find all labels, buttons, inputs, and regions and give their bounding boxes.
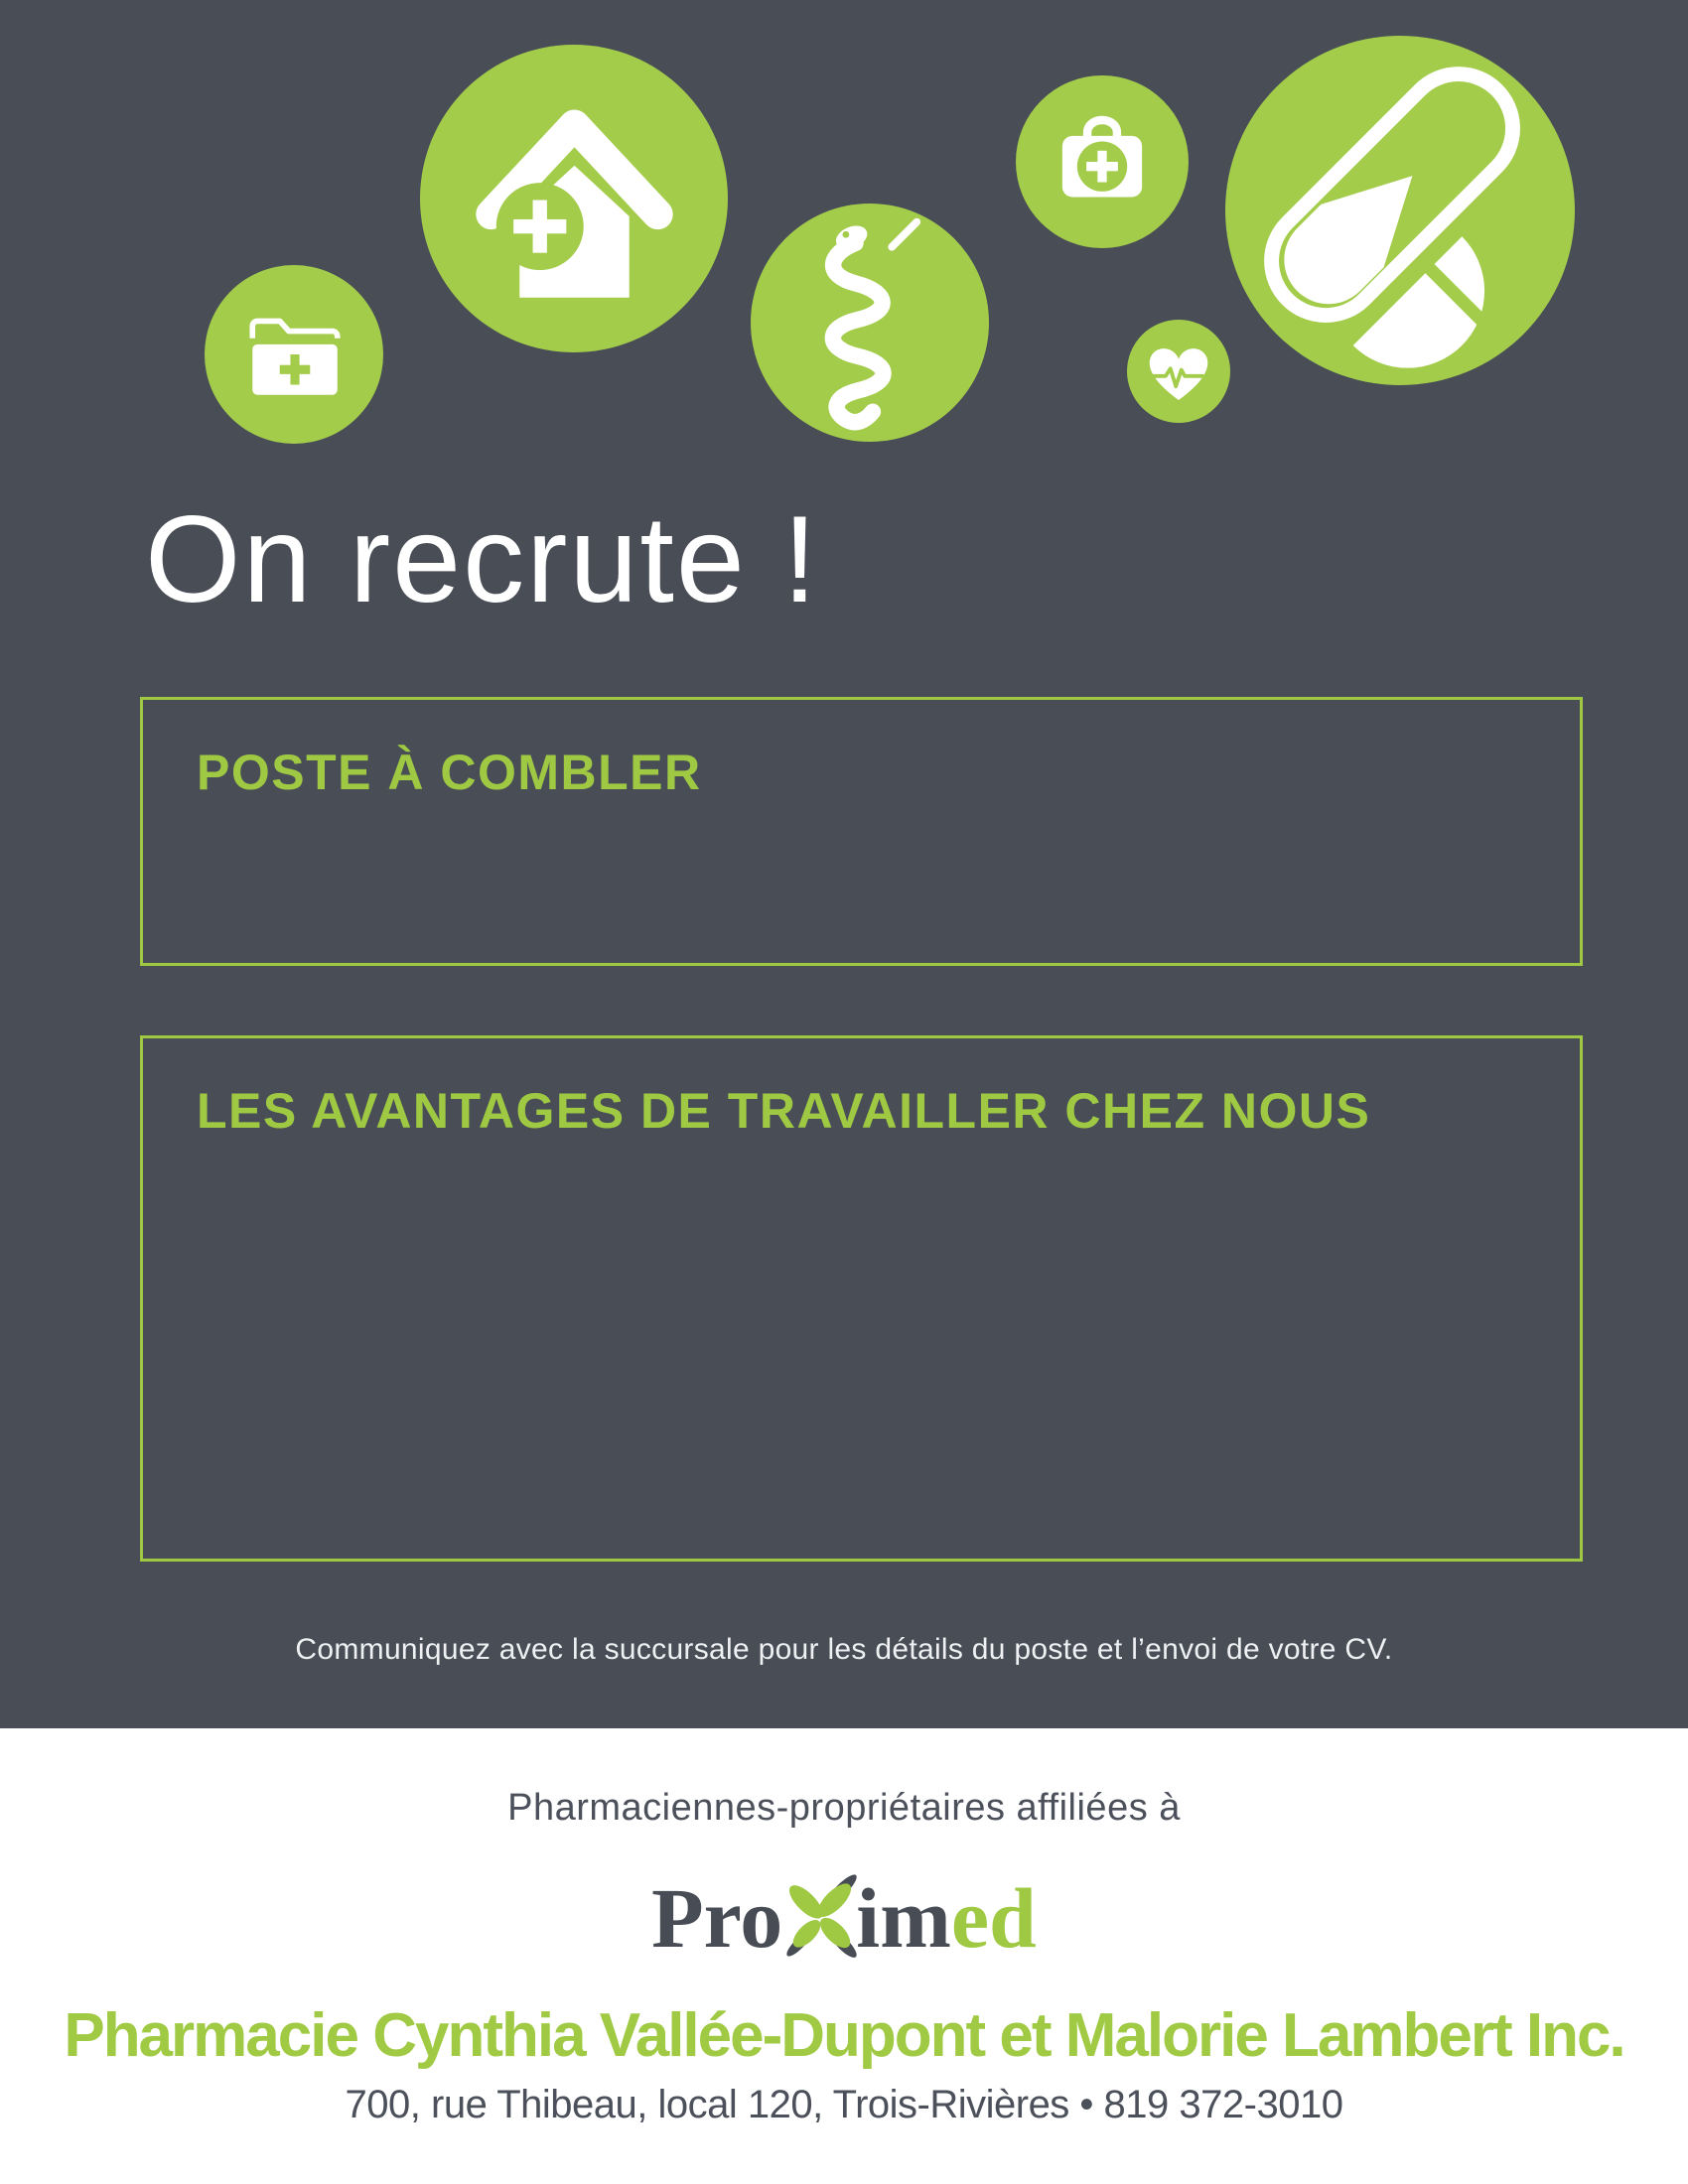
proximed-logo-pro: Pro: [651, 1870, 783, 1966]
affiliation-text: Pharmaciennes-propriétaires affiliées à: [507, 1787, 1181, 1829]
pill-capsule-glyph: [1224, 35, 1576, 386]
poste-a-combler-box: [140, 697, 1583, 966]
avantages-box: [140, 1035, 1583, 1562]
caduceus-icon: [751, 204, 989, 442]
footer-section: [0, 1728, 1688, 2184]
contact-note: Communiquez avec la succursale pour les détails du poste et l’envoi de votre CV.: [295, 1633, 1393, 1666]
pill-capsule-icon: [1224, 35, 1576, 386]
first-aid-kit-glyph: [1047, 110, 1158, 213]
caduceus-glyph: [806, 212, 933, 433]
proximed-logo-ed: ed: [950, 1870, 1037, 1966]
proximed-logo: [0, 1851, 1688, 1966]
page-title: On recrute !: [145, 491, 819, 628]
proximed-x-icon: [778, 1869, 862, 1965]
avantages-heading: LES AVANTAGES DE TRAVAILLER CHEZ NOUS: [197, 1083, 1371, 1139]
heart-pulse-icon: [1127, 320, 1230, 423]
poste-a-combler-heading: POSTE À COMBLER: [197, 745, 702, 800]
folder-plus-icon: [205, 265, 383, 444]
medical-house-icon: [420, 45, 728, 352]
proximed-logo-im: im: [856, 1870, 951, 1966]
pharmacy-address: 700, rue Thibeau, local 120, Trois-Rivières • 819 372-3010: [345, 2083, 1343, 2126]
pharmacy-name: Pharmacie Cynthia Vallée-Dupont et Malorie Lambert Inc.: [64, 2001, 1624, 2070]
folder-plus-glyph: [238, 304, 350, 405]
first-aid-kit-icon: [1016, 75, 1189, 248]
medical-house-glyph: [463, 92, 686, 306]
heart-pulse-glyph: [1141, 337, 1216, 406]
